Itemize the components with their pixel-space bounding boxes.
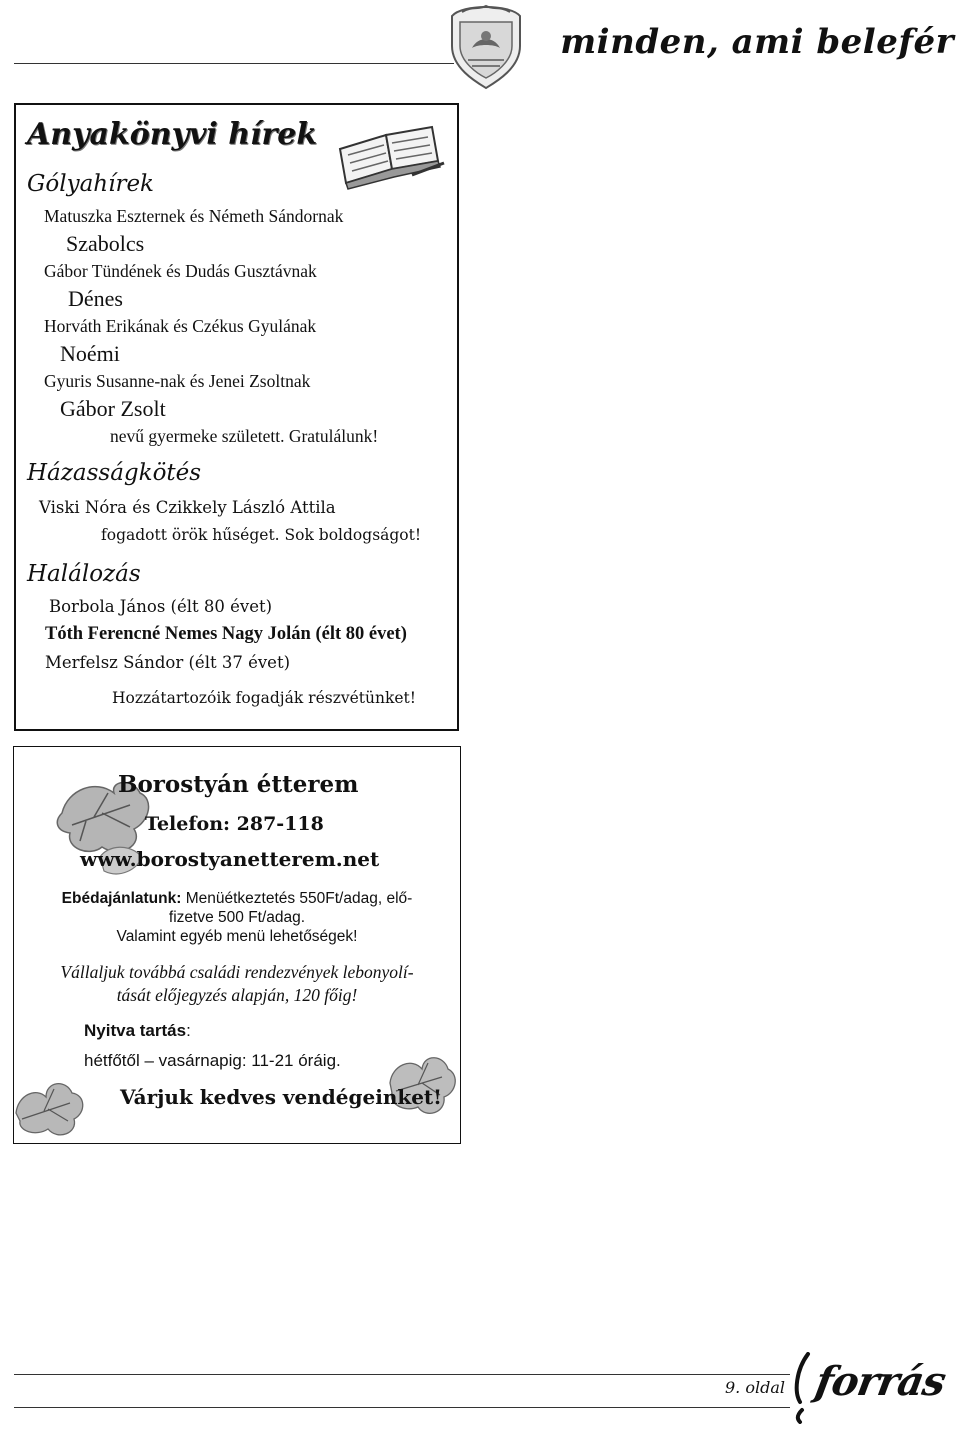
header-tagline: minden, ami belefér <box>560 22 954 62</box>
births-child-3: Noémi <box>60 341 120 366</box>
open-book-icon <box>334 119 446 191</box>
ivy-leaf-icon <box>6 1065 98 1145</box>
registry-title: Anyakönyvi hírek <box>27 117 318 152</box>
deaths-entry-2: Tóth Ferencné Nemes Nagy Jolán (élt 80 évet) <box>45 624 407 644</box>
opening-hours-label <box>84 1021 191 1041</box>
births-parents-2: Gábor Tündének és Dudás Gusztávnak <box>44 261 317 281</box>
marriages-couple: Viski Nóra és Czikkely László Attila <box>39 498 336 517</box>
restaurant-box <box>13 746 461 1144</box>
events-line-1: Vállaljuk továbbá családi rendezvények lebonyolí- <box>60 962 414 982</box>
hours-colon: : <box>186 1021 191 1040</box>
marriages-closing: fogadott örök hűséget. Sok boldogságot! <box>101 526 422 544</box>
births-closing: nevű gyermeke született. Gratulálunk! <box>110 426 379 446</box>
births-child-2: Dénes <box>68 286 123 311</box>
logo-swoosh <box>790 1352 816 1424</box>
lunch-offer <box>14 889 460 946</box>
coat-of-arms-icon <box>442 2 530 90</box>
page-number: 9. oldal <box>725 1378 785 1397</box>
births-parents-1: Matuszka Eszternek és Németh Sándornak <box>44 206 344 226</box>
footer-divider-lower <box>14 1407 790 1408</box>
deaths-entry-3: Merfelsz Sándor (élt 37 évet) <box>45 653 291 672</box>
lunch-text-2: fizetve 500 Ft/adag. <box>168 909 306 926</box>
restaurant-phone: Telefon: 287-118 <box>145 813 324 835</box>
lunch-text-3: Valamint egyéb menü lehetőségek! <box>116 928 358 945</box>
forras-logo <box>790 1352 958 1424</box>
lunch-text-1: Menüétkeztetés 550Ft/adag, elő- <box>181 890 413 907</box>
deaths-entry-1: Borbola János (élt 80 évet) <box>49 597 273 616</box>
events-line-2: tását előjegyzés alapján, 120 főig! <box>116 985 358 1005</box>
ivy-leaf-icon <box>382 1043 460 1123</box>
deaths-heading: Halálozás <box>27 561 141 587</box>
logo-wordmark: forrás <box>811 1358 949 1405</box>
hours-label: Nyitva tartás <box>84 1021 187 1040</box>
restaurant-name: Borostyán étterem <box>118 771 359 798</box>
footer-divider <box>14 1374 790 1375</box>
restaurant-website[interactable]: www.borostyanetterem.net <box>80 847 380 871</box>
registry-box <box>14 103 459 731</box>
opening-hours-value: hétfőtől – vasárnapig: 11-21 óráig. <box>84 1051 341 1070</box>
deaths-closing: Hozzátartozóik fogadják részvétünket! <box>112 689 417 707</box>
births-heading: Gólyahírek <box>27 171 154 197</box>
marriages-heading: Házasságkötés <box>27 460 202 486</box>
lunch-label: Ebédajánlatunk: <box>61 890 182 907</box>
restaurant-welcome: Várjuk kedves vendégeinket! <box>120 1085 442 1109</box>
births-child-1: Szabolcs <box>66 231 145 256</box>
header-divider <box>14 63 454 64</box>
births-parents-4: Gyuris Susanne-nak és Jenei Zsoltnak <box>44 371 311 391</box>
events-note <box>14 961 460 1007</box>
births-child-4: Gábor Zsolt <box>60 396 166 421</box>
births-parents-3: Horváth Erikának és Czékus Gyulának <box>44 316 317 336</box>
